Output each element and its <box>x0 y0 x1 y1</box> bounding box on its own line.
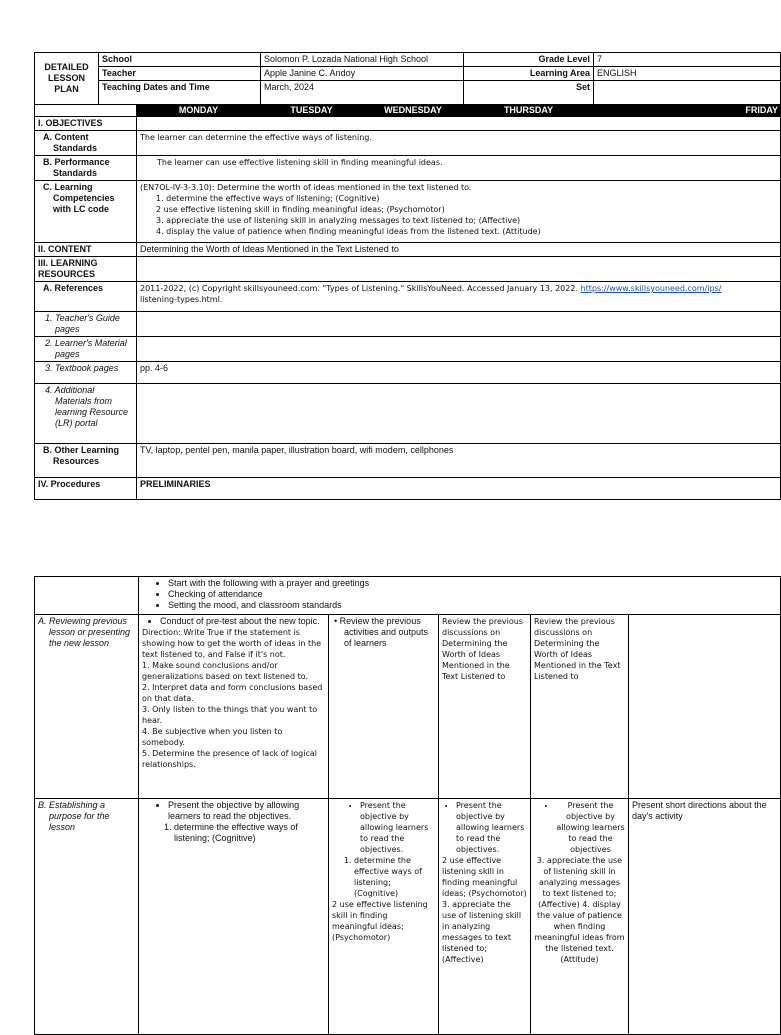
row-b-thursday <box>531 799 629 1035</box>
row-b-fri-line: Present short directions about the <box>632 800 767 810</box>
prelim-item: • Setting the mood, and classroom standards <box>168 600 777 611</box>
preliminaries-list <box>139 577 781 615</box>
row-b-friday <box>629 799 781 1035</box>
row-a-label: A. Reviewing previous lesson or presenting the new lesson <box>35 615 139 799</box>
row-a-tuesday: • Review the previous activities and outputs of learners <box>329 615 439 799</box>
row-b-tuesday <box>329 799 439 1035</box>
row-b-tue-tail: 2 use effective listening skill in finding meaningful ideas; (Psychomotor) <box>332 900 428 942</box>
day-wednesday: WEDNESDAY <box>363 105 464 117</box>
references-tail: listening-types.html. <box>140 295 223 304</box>
set-value <box>594 81 781 105</box>
row-b-thu-tail: 3. appreciate the use of listening skill in analyzing messages to text listened to; (Affective) 4. display the value of patience when finding meaningful ideas from the listened text. (Attitude) <box>534 856 625 964</box>
textbook-value: pp. 4-6 <box>137 362 781 384</box>
school-label: School <box>99 53 261 67</box>
learning-resources-label: III. LEARNING RESOURCES <box>35 257 137 282</box>
references-link[interactable]: https://www.skillsyouneed.com/ips/ <box>580 284 722 293</box>
competency-code: (EN7OL-IV-3-3.10): Determine the worth of ideas mentioned in the text listened to. <box>140 183 472 192</box>
procedures-label: IV. Procedures <box>35 478 137 500</box>
row-a-mon-line: 5. Determine the presence of lack of logical relationships. <box>142 749 317 769</box>
references-label: A. References <box>35 282 137 312</box>
teacher-value: Apple Janine C. Andoy <box>261 67 464 81</box>
content-standards-label: A. Content Standards <box>35 131 137 156</box>
learning-area-label: Learning Area <box>464 67 594 81</box>
dates-value: March, 2024 <box>261 81 464 105</box>
row-a-mon-line: 4. Be subjective when you listen to somebody. <box>142 727 283 747</box>
row-a-mon-line: 1. Make sound conclusions and/or generalizations based on text listened to. <box>142 661 309 681</box>
row-a-mon-line: Direction: Write True if the statement is showing how to get the worth of ideas in the text listened to, and False if it's not. <box>142 628 322 659</box>
row-a-monday <box>139 615 329 799</box>
learning-area-value: ENGLISH <box>594 67 781 81</box>
competency-2: 2 use effective listening skill in finding meaningful ideas; (Psychomotor) <box>156 205 445 214</box>
row-b-thu-bullet: • Present the objective by allowing learners to read the objectives <box>556 800 625 855</box>
row-a-wednesday: Review the previous discussions on Determining the Worth of Ideas Mentioned in the Text Listened to <box>439 615 531 799</box>
row-b-mon-item: 1. determine the effective ways of listening; (Cognitive) <box>174 822 325 844</box>
competency-3: 3. appreciate the use of listening skill in analyzing messages to text listened to; (Affective) <box>156 216 521 225</box>
grade-level-value: 7 <box>594 53 781 67</box>
row-b-label: B. Establishing a purpose for the lesson <box>35 799 139 1035</box>
references-value <box>137 282 781 312</box>
row-b-wednesday <box>439 799 531 1035</box>
row-a-tue-text: Review the previous activities and outputs of learners <box>339 616 429 648</box>
row-b-tue-bullet: • Present the objective by allowing learners to read the objectives. <box>360 800 435 855</box>
other-resources-label: B. Other Learning Resources <box>35 444 137 478</box>
content-standards-value: The learner can determine the effective ways of listening. <box>137 131 781 156</box>
learners-material-label: 2. Learner's Material pages <box>35 337 137 362</box>
additional-materials-label: 4. Additional Materials from learning Resource (LR) portal <box>35 384 137 444</box>
row-b-wed-bullet: • Present the objective by allowing learners to read the objectives. <box>456 800 527 855</box>
grade-level-label: Grade Level <box>464 53 594 67</box>
row-a-mon-line: 2. Interpret data and form conclusions based on that data. <box>142 683 323 703</box>
set-label: Set <box>464 81 594 105</box>
row-a-mon-line: 3. Only listen to the things that you want to hear. <box>142 705 318 725</box>
row-b-wed-tail: 2 use effective listening skill in finding meaningful ideas; (Psychomotor) 3. appreciate the use of listening skill in analyzing messages to text listened to; (Affective) <box>442 856 527 964</box>
performance-standards-label: B. Performance Standards <box>35 156 137 181</box>
teachers-guide-label: 1. Teacher's Guide pages <box>35 312 137 337</box>
row-b-fri-line: day's activity <box>632 811 683 821</box>
school-value: Solomon P. Lozada National High School <box>261 53 464 67</box>
other-resources-value: TV, laptop, pentel pen, manila paper, illustration board, wifi modem, cellphones <box>137 444 781 478</box>
procedures-value: PRELIMINARIES <box>137 478 781 500</box>
row-a-thursday: Review the previous discussions on Determining the Worth of Ideas Mentioned in the Text Listened to <box>531 615 629 799</box>
competency-1: 1. determine the effective ways of listening; (Cognitive) <box>156 194 380 203</box>
row-a-mon-bullet: • Conduct of pre-test about the new topic. <box>160 616 325 627</box>
competency-4: 4. display the value of patience when finding meaningful ideas from the listened text. (Attitude) <box>156 227 541 236</box>
procedures-table <box>34 576 781 1035</box>
content-label: II. CONTENT <box>35 243 137 257</box>
performance-standards-value: The learner can use effective listening skill in finding meaningful ideas. <box>137 156 781 181</box>
prelim-item: • Checking of attendance <box>168 589 777 600</box>
day-thursday: THURSDAY <box>464 105 594 117</box>
day-monday: MONDAY <box>137 105 261 117</box>
row-b-tue-item: 1. determine the effective ways of listening; (Cognitive) <box>354 855 435 899</box>
row-b-monday <box>139 799 329 1035</box>
dlp-title: DETAILED LESSON PLAN <box>35 53 99 105</box>
day-friday: FRIDAY <box>594 105 781 117</box>
dates-label: Teaching Dates and Time <box>99 81 261 105</box>
lesson-plan-table <box>34 52 781 500</box>
references-text: 2011-2022, (c) Copyright skillsyouneed.com. "Types of Listening." SkillsYouNeed. Accessed January 13, 2022. <box>140 284 581 293</box>
prelim-item: • Start with the following with a prayer and greetings <box>168 578 777 589</box>
teacher-label: Teacher <box>99 67 261 81</box>
objectives-heading: I. OBJECTIVES <box>35 117 137 131</box>
day-tuesday: TUESDAY <box>261 105 363 117</box>
content-value: Determining the Worth of Ideas Mentioned in the Text Listened to <box>137 243 781 257</box>
competencies-label: C. Learning Competencies with LC code <box>35 181 137 243</box>
row-b-mon-bullet: • Present the objective by allowing learners to read the objectives. <box>168 800 325 822</box>
textbook-label: 3. Textbook pages <box>35 362 137 384</box>
competencies-value <box>137 181 781 243</box>
